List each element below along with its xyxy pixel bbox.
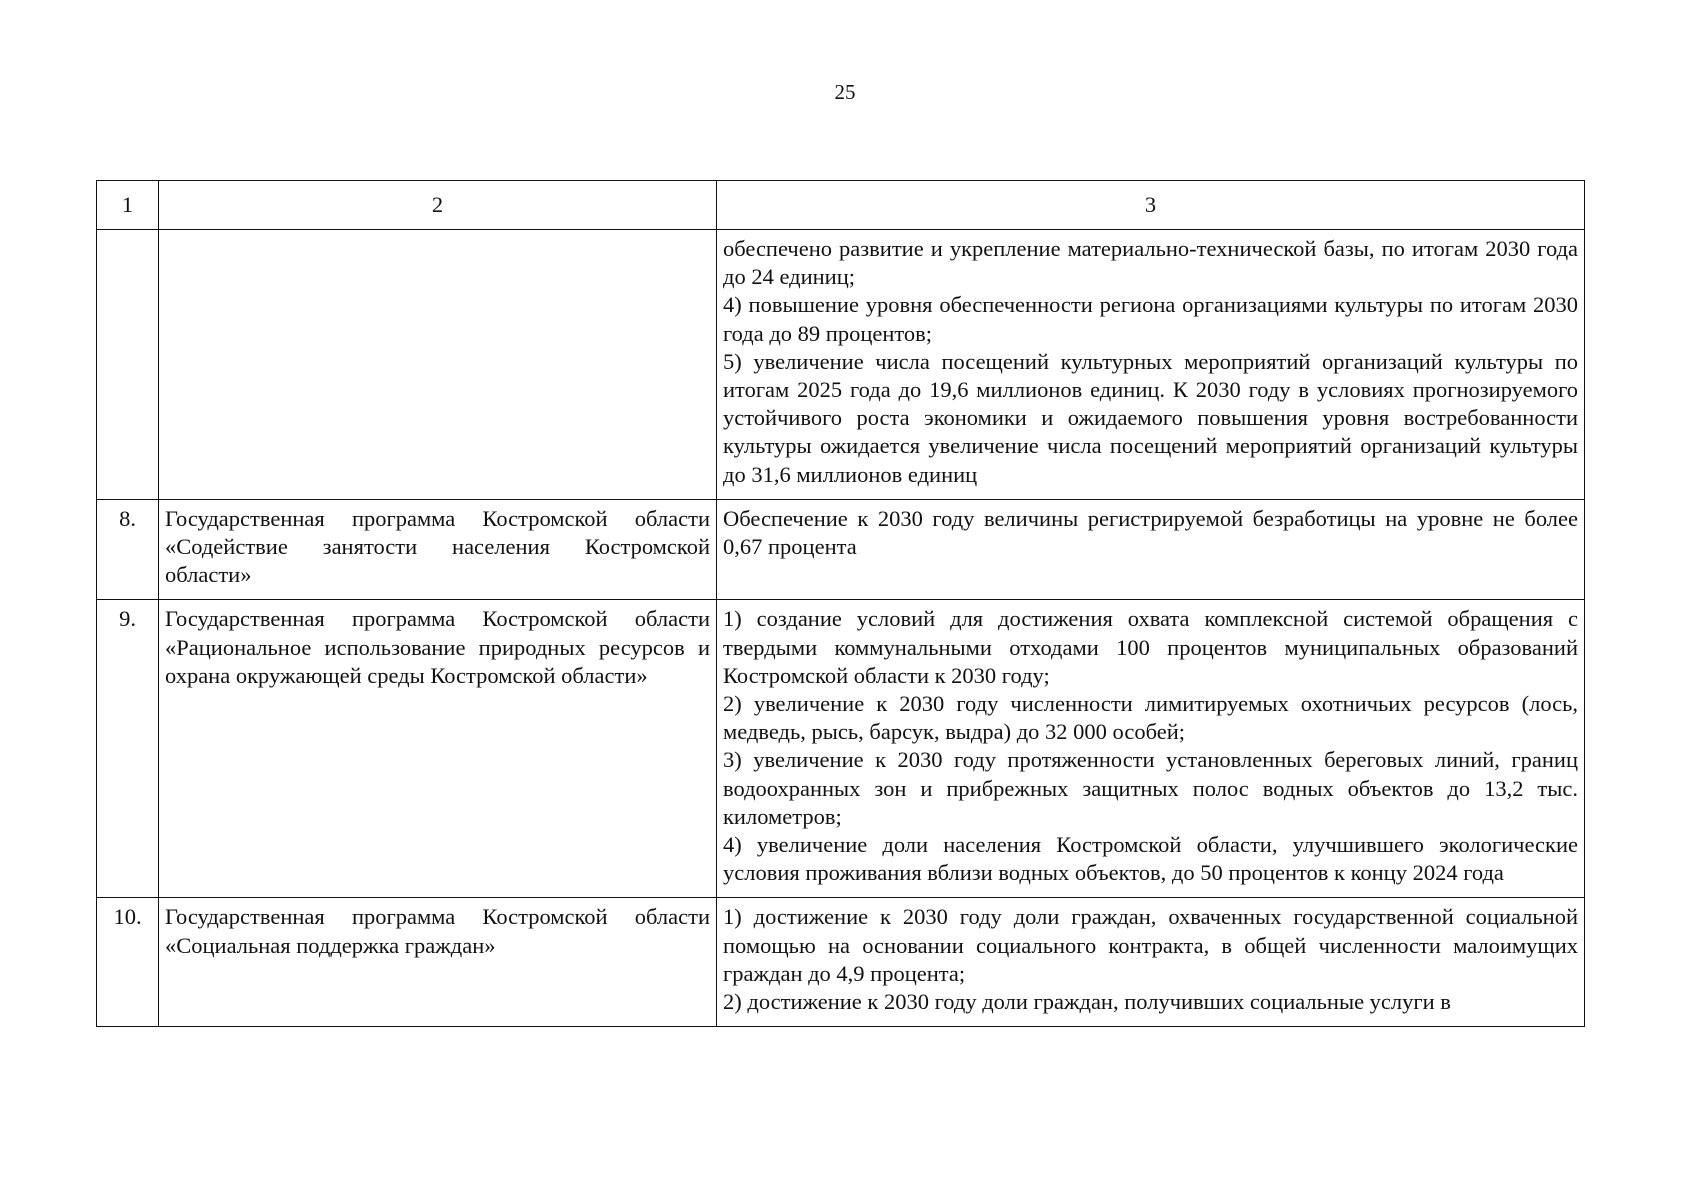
row-number-cell: 9. bbox=[97, 600, 159, 898]
row-number-cell: 10. bbox=[97, 898, 159, 1027]
column-header-2: 2 bbox=[159, 181, 717, 230]
results-cell bbox=[717, 230, 1585, 500]
result-item: обеспечено развитие и укрепление материально-технической базы, по итогам 2030 года до 24 единиц; bbox=[723, 236, 1578, 290]
result-item: 2) достижение к 2030 году доли граждан, получивших социальные услуги в bbox=[723, 989, 1451, 1015]
table-row-8 bbox=[97, 499, 1585, 600]
result-item: 1) создание условий для достижения охвата комплексной системой обращения с твердыми коммунальными отходами 100 процентов муниципальных образований Костромской области к 2030 году; bbox=[723, 606, 1578, 688]
programs-table bbox=[96, 180, 1585, 1027]
results-cell bbox=[717, 898, 1585, 1027]
program-name-cell bbox=[159, 230, 717, 500]
table-row-10 bbox=[97, 898, 1585, 1027]
result-item: 4) увеличение доли населения Костромской области, улучшившего экологические условия проживания вблизи водных объектов, до 50 процентов к концу 2024 года bbox=[723, 832, 1578, 886]
program-name-cell: Государственная программа Костромской области «Социальная поддержка граждан» bbox=[159, 898, 717, 1027]
row-number-cell: 8. bbox=[97, 499, 159, 600]
column-header-3: 3 bbox=[717, 181, 1585, 230]
row-number-cell bbox=[97, 230, 159, 500]
results-cell bbox=[717, 499, 1585, 600]
table-row-9 bbox=[97, 600, 1585, 898]
program-name-cell: Государственная программа Костромской области «Рациональное использование природных ресурсов и охрана окружающей среды Костромской области» bbox=[159, 600, 717, 898]
result-item: 1) достижение к 2030 году доли граждан, охваченных государственной социальной помощью на основании социального контракта, в общей численности малоимущих граждан до 4,9 процента; bbox=[723, 904, 1578, 986]
column-header-1: 1 bbox=[97, 181, 159, 230]
table-header-row bbox=[97, 181, 1585, 230]
result-item: 5) увеличение числа посещений культурных мероприятий организаций культуры по итогам 2025 года до 19,6 миллионов единиц. К 2030 году в условиях прогнозируемого устойчивого роста экономики и ожидаемого повышения уровня востребованности культуры ожидается увеличение числа посещений мероприятий организаций культуры до 31,6 миллионов единиц bbox=[723, 348, 1578, 487]
result-item: 3) увеличение к 2030 году протяженности установленных береговых линий, границ водоохранных зон и прибрежных защитных полос водных объектов до 13,2 тыс. километров; bbox=[723, 747, 1578, 829]
program-name-cell: Государственная программа Костромской области «Содействие занятости населения Костромской области» bbox=[159, 499, 717, 600]
page-number: 25 bbox=[834, 80, 856, 104]
result-item: 2) увеличение к 2030 году численности лимитируемых охотничьих ресурсов (лось, медведь, рысь, барсук, выдра) до 32 000 особей; bbox=[723, 691, 1578, 745]
results-cell bbox=[717, 600, 1585, 898]
table-row-continuation bbox=[97, 230, 1585, 500]
result-item: 4) повышение уровня обеспеченности региона организациями культуры по итогам 2030 года до 89 процентов; bbox=[723, 292, 1578, 346]
result-item: Обеспечение к 2030 году величины регистрируемой безработицы на уровне не более 0,67 процента bbox=[723, 505, 1578, 560]
